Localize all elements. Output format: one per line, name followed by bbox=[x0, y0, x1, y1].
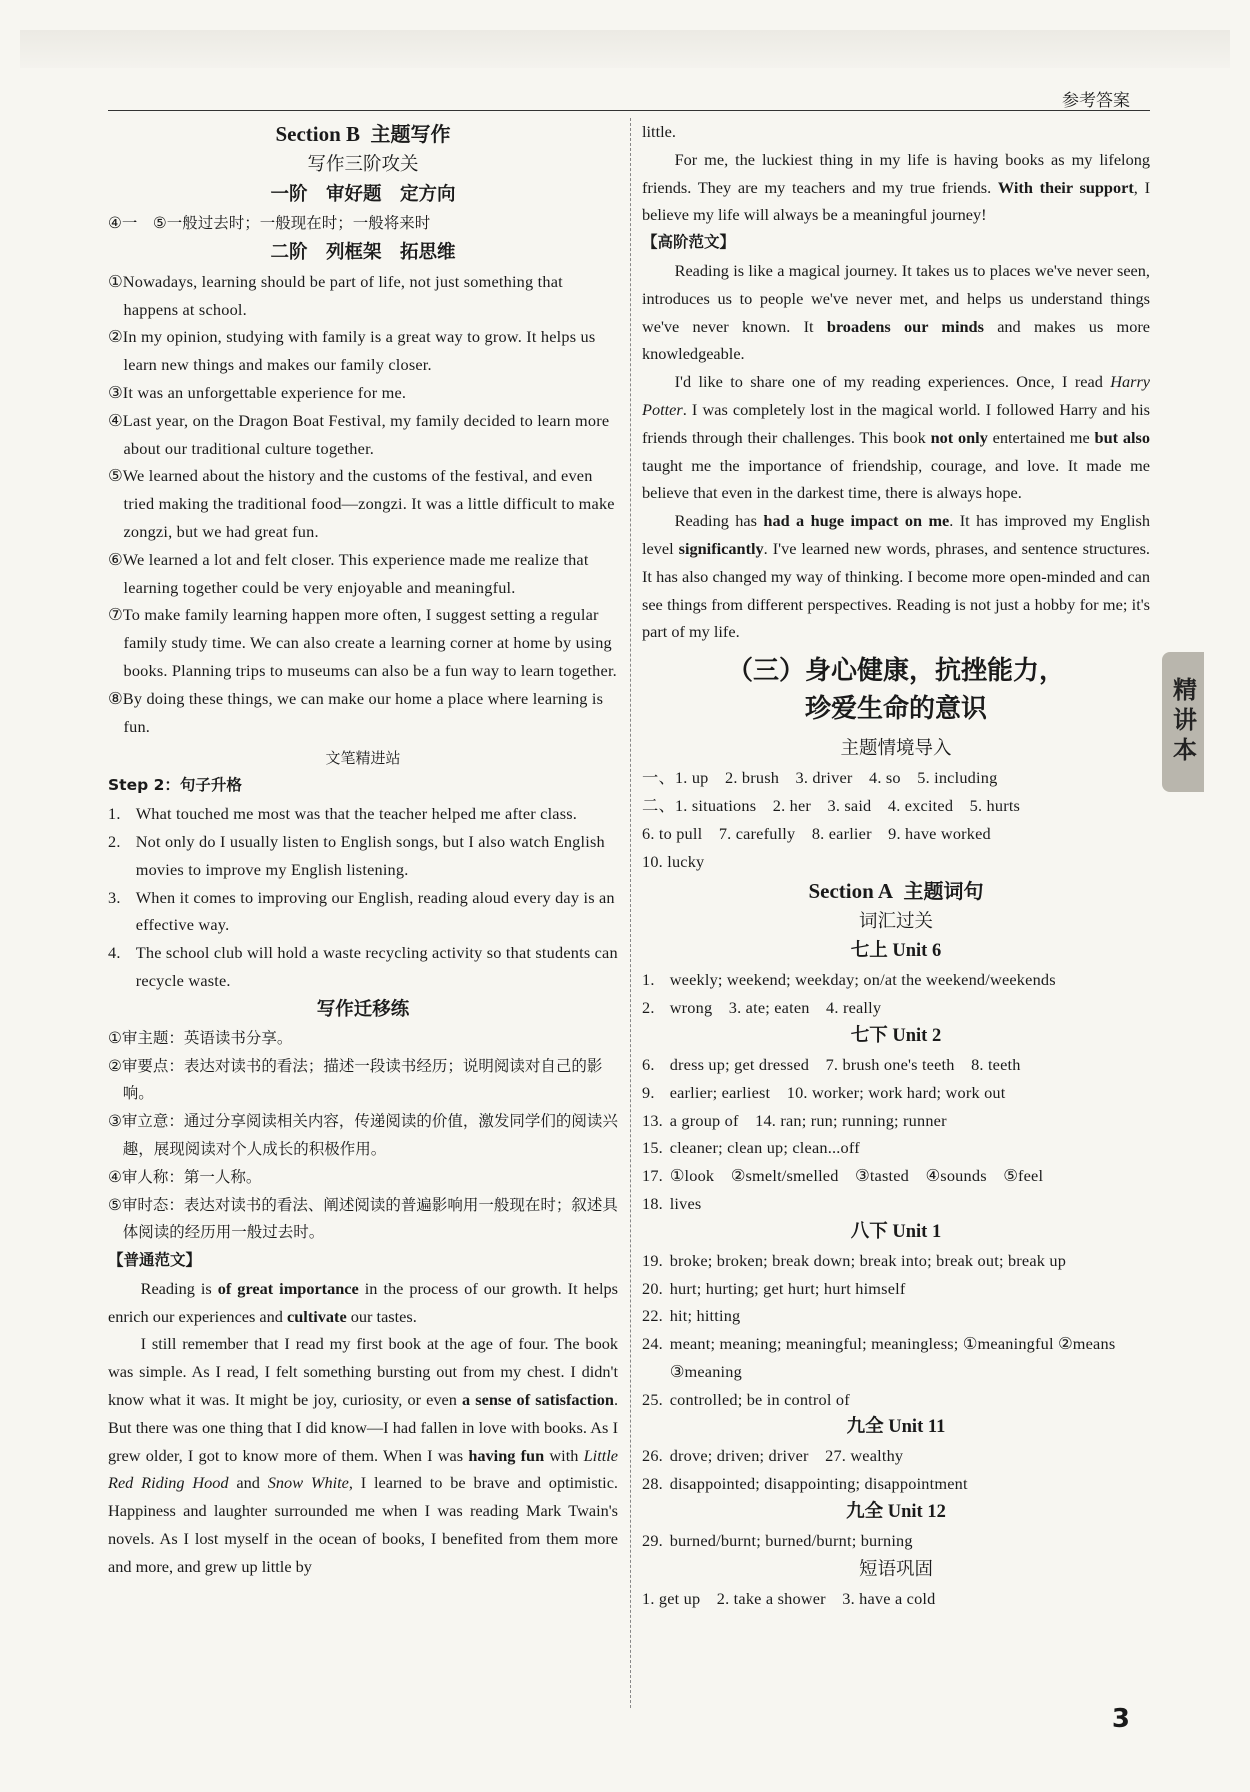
unit-title: 七上 Unit 6 bbox=[850, 941, 942, 962]
step2-item: 4. The school club will hold a waste recycling activity so that students can recycle waste. bbox=[108, 943, 618, 990]
intro-answer-line: 二、1. situations 2. her 3. said 4. excited 5. hurts bbox=[642, 795, 1021, 815]
scan-top-band bbox=[20, 30, 1230, 68]
vocab-item: 19. broke; broken; break down; break into; break out; break up bbox=[642, 1250, 1067, 1270]
vocab-item: 17. ①look ②smelt/smelled ③tasted ④sounds ⑤feel bbox=[642, 1166, 1044, 1186]
outline-point: ①Nowadays, learning should be part of life, not just something that happens at school. bbox=[108, 271, 563, 319]
intro-answer-line: 一、1. up 2. brush 3. driver 4. so 5. including bbox=[642, 768, 998, 788]
step2-item: 1. What touched me most was that the teacher helped me after class. bbox=[108, 804, 578, 824]
vocab-item: 2. wrong 3. ate; eaten 4. really bbox=[642, 998, 882, 1018]
vocab-item: 28. disappointed; disappointing; disappointment bbox=[642, 1474, 968, 1494]
outline-point: ②In my opinion, studying with family is a great way to grow. It helps us learn new things and makes our family closer. bbox=[108, 327, 596, 375]
normal-essay-paragraph: For me, the luckiest thing in my life is having books as my lifelong friends. They are my teachers and my true friends. With their support, I believe my life will always be a meaningful journey! bbox=[642, 149, 1150, 225]
vocab-title: 词汇过关 bbox=[858, 911, 933, 933]
continued-text: little. bbox=[642, 122, 676, 141]
vocab-item: 6. dress up; get dressed 7. brush one's teeth 8. teeth bbox=[642, 1054, 1021, 1074]
vocab-item: 9. earlier; earliest 10. worker; work hard; work out bbox=[642, 1082, 1006, 1102]
outline-point: ⑦To make family learning happen more often, I suggest setting a regular family study time. We can also create a learning corner at home by using books. Planning trips to museums can also be a fun way to learn together. bbox=[108, 605, 617, 680]
side-tab: 精讲本 bbox=[1162, 652, 1204, 792]
outline-point: ③It was an unforgettable experience for me. bbox=[108, 382, 407, 402]
advanced-essay-paragraph: Reading has had a huge impact on me. It has improved my English level significantly. I've learned new words, phrases, and sentence structures. It has also changed my way of thinking. I become more open-minded and can see things from different perspectives. Reading is not just a hobby for me; it's part of my life. bbox=[642, 511, 1150, 642]
advanced-essay-label: 【高阶范文】 bbox=[642, 233, 736, 252]
station-title: 文笔精进站 bbox=[325, 749, 401, 768]
normal-essay-paragraph: I still remember that I read my first book at the age of four. The book was simple. As I read, I felt something bursting out from my chest. I didn't know what it was. It might be joy, curiosity, or even a sense of satisfaction. But there was one thing that I did know—I had fallen in love with books. As I grew older, I got to know more of them. When I was having fun with Little Red Riding Hood and Snow White, I learned to be brave and optimistic. Happiness and laughter surrounded me when I was reading Mark Twain's novels. As I lost myself in the ocean of books, I benefited from them more and more, and grew up little by bbox=[108, 1334, 619, 1576]
step2-item: 2. Not only do I usually listen to English songs, but I also watch English movies to improve my English listening. bbox=[108, 831, 605, 879]
intro-answer-line: 10. lucky bbox=[642, 851, 705, 871]
step2-title: Step 2：句子升格 bbox=[108, 776, 242, 795]
phrase-answer-line: 1. get up 2. take a shower 3. have a cold bbox=[642, 1588, 936, 1608]
normal-essay-paragraph: Reading is of great importance in the process of our growth. It helps enrich our experiences and cultivate our tastes. bbox=[108, 1278, 618, 1326]
left-column bbox=[108, 118, 618, 1581]
stage-1-answer: ④一 ⑤一般过去时；一般现在时；一般将来时 bbox=[108, 214, 431, 232]
unit-title: 七下 Unit 2 bbox=[850, 1025, 942, 1046]
stage-1-title: 一阶 审好题 定方向 bbox=[270, 184, 456, 205]
transfer-item: ②审要点：表达对读书的看法；描述一段读书经历；说明阅读对自己的影响。 bbox=[108, 1056, 603, 1103]
section-a-title: Section A 主题词句 bbox=[808, 879, 984, 904]
advanced-essay-paragraph: Reading is like a magical journey. It takes us to places we've never seen, introduces us to people we've never met, and helps us understand things we've never known. It broadens our minds and makes us more knowledgeable. bbox=[642, 260, 1150, 364]
theme-title-line-2: 珍爱生命的意识 bbox=[804, 694, 987, 725]
section-b-title: Section B 主题写作 bbox=[275, 122, 451, 146]
vocab-item: 25. controlled; be in control of bbox=[642, 1389, 850, 1409]
intro-answer-line: 6. to pull 7. carefully 8. earlier 9. have worked bbox=[642, 823, 991, 843]
vocab-item: 24. meant; meaning; meaningful; meaningless; ①meaningful ②means ③meaning bbox=[642, 1334, 1116, 1381]
unit-title: 九全 Unit 11 bbox=[846, 1417, 946, 1438]
column-divider bbox=[630, 118, 631, 1708]
vocab-item: 1. weekly; weekend; weekday; on/at the weekend/weekends bbox=[642, 970, 1056, 990]
normal-essay-label: 【普通范文】 bbox=[108, 1251, 202, 1270]
writing-subtitle: 写作三阶攻关 bbox=[307, 154, 419, 175]
intro-title: 主题情境导入 bbox=[840, 738, 952, 760]
transfer-item: ③审立意：通过分享阅读相关内容，传递阅读的价值，激发同学们的阅读兴趣，展现阅读对个人成长的积极作用。 bbox=[108, 1112, 618, 1158]
header-title: 参考答案 bbox=[1062, 91, 1130, 111]
vocab-item: 18. lives bbox=[642, 1193, 702, 1213]
transfer-title: 写作迁移练 bbox=[316, 998, 410, 1020]
transfer-item: ①审主题：英语读书分享。 bbox=[108, 1028, 293, 1047]
right-column bbox=[642, 118, 1150, 1613]
vocab-item: 15. cleaner; clean up; clean...off bbox=[642, 1138, 860, 1158]
page-number: 3 bbox=[1111, 1704, 1130, 1734]
unit-title: 八下 Unit 1 bbox=[850, 1221, 942, 1242]
transfer-item: ④审人称：第一人称。 bbox=[108, 1167, 262, 1186]
phrase-title: 短语巩固 bbox=[858, 1558, 933, 1580]
advanced-essay-paragraph: I'd like to share one of my reading experiences. Once, I read Harry Potter. I was completely lost in the magical world. I followed Harry and his friends through their challenges. This book not only entertained me but also taught me the importance of friendship, courage, and love. It made me believe that even in the darkest time, there is always hope. bbox=[642, 372, 1150, 503]
vocab-item: 13. a group of 14. ran; run; running; runner bbox=[642, 1110, 947, 1130]
outline-point: ⑥We learned a lot and felt closer. This experience made me realize that learning together could be very enjoyable and meaningful. bbox=[108, 549, 589, 597]
step2-item: 3. When it comes to improving our English, reading aloud every day is an effective way. bbox=[108, 887, 615, 935]
transfer-item: ⑤审时态：表达对读书的看法、阐述阅读的普遍影响用一般现在时；叙述具体阅读的经历用一般过去时。 bbox=[108, 1195, 618, 1242]
stage-2-title: 二阶 列框架 拓思维 bbox=[270, 241, 456, 263]
vocab-item: 29. burned/burnt; burned/burnt; burning bbox=[642, 1531, 913, 1551]
header-rule bbox=[108, 110, 1150, 111]
vocab-item: 20. hurt; hurting; get hurt; hurt himself bbox=[642, 1278, 906, 1298]
outline-point: ⑤We learned about the history and the customs of the festival, and even tried making the traditional food—zongzi. It was a little difficult to make zongzi, but we had great fun. bbox=[108, 466, 615, 541]
vocab-item: 22. hit; hitting bbox=[642, 1306, 741, 1326]
unit-title: 九全 Unit 12 bbox=[846, 1502, 946, 1523]
vocab-item: 26. drove; driven; driver 27. wealthy bbox=[642, 1446, 904, 1466]
outline-point: ⑧By doing these things, we can make our home a place where learning is fun. bbox=[108, 688, 604, 736]
theme-title-line-1: （三）身心健康，抗挫能力， bbox=[726, 656, 1065, 687]
outline-point: ④Last year, on the Dragon Boat Festival, my family decided to learn more about our traditional culture together. bbox=[108, 410, 610, 458]
